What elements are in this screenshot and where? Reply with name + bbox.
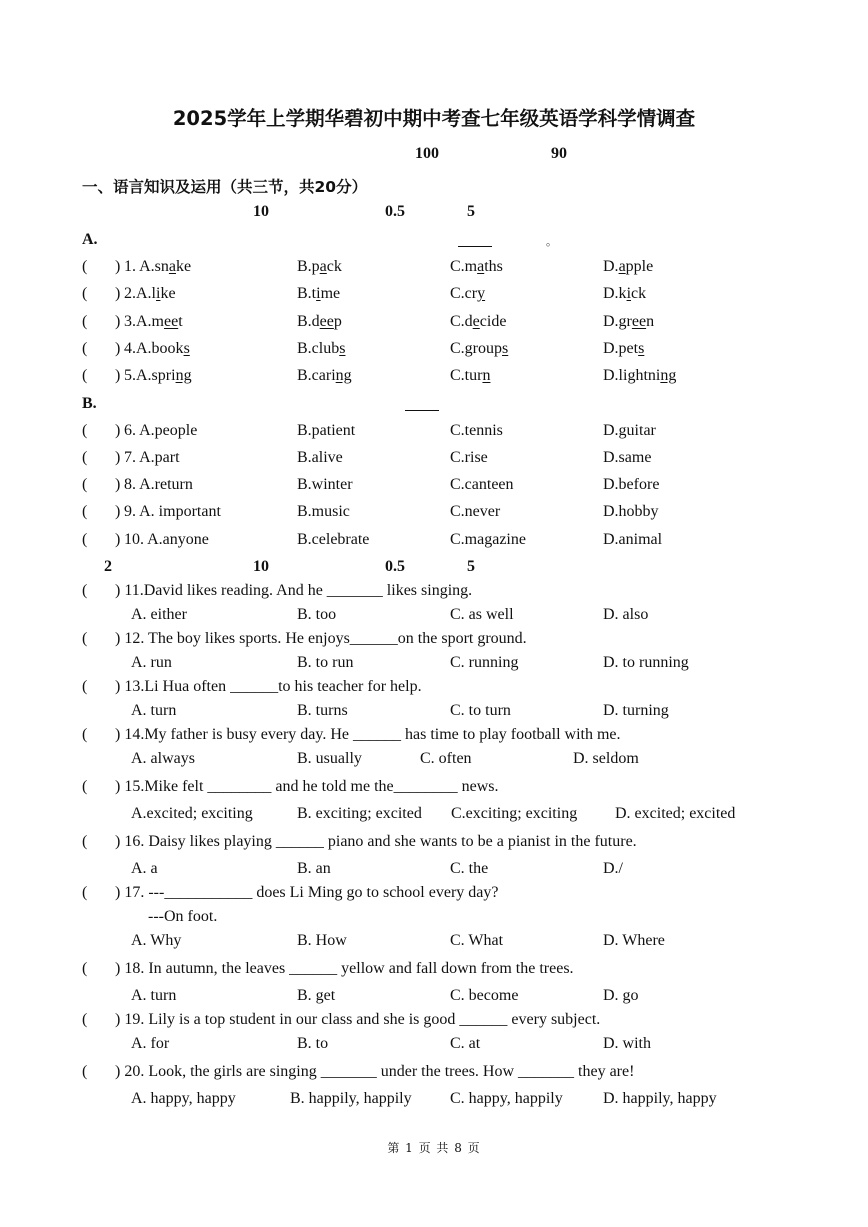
option-c[interactable]: C.tennis xyxy=(450,422,503,439)
question-stem: ) 16. Daisy likes playing ______ piano and she wants to be a pianist in the future. xyxy=(115,833,637,850)
option-a[interactable] xyxy=(124,258,191,276)
option-text: n xyxy=(646,313,655,330)
question-stem: ) 11.David likes reading. And he _______ likes singing. xyxy=(115,582,473,599)
option-a[interactable]: A. turn xyxy=(131,987,177,1004)
answer-paren-close: ) xyxy=(115,422,121,439)
answer-paren-open[interactable]: ( xyxy=(82,367,88,384)
option-a[interactable]: 7. A.part xyxy=(124,449,180,466)
option-text: D.pet xyxy=(603,340,639,357)
option-c[interactable] xyxy=(450,313,506,331)
question-stem: ) 14.My father is busy every day. He ______ has time to play football with me. xyxy=(115,726,621,743)
option-c[interactable]: C. to turn xyxy=(450,702,511,719)
option-c[interactable] xyxy=(450,258,503,276)
option-b[interactable] xyxy=(297,285,340,303)
option-a[interactable]: A. turn xyxy=(131,702,177,719)
option-text: B.t xyxy=(297,285,317,302)
option-text: 2.A.l xyxy=(124,285,156,302)
option-d[interactable] xyxy=(603,285,646,303)
option-a[interactable]: A. for xyxy=(131,1035,170,1052)
underlined-letters: ee xyxy=(164,313,179,330)
answer-paren-open[interactable]: ( xyxy=(82,884,88,901)
answer-paren-open[interactable]: ( xyxy=(82,313,88,330)
section-number: 10 xyxy=(253,558,269,575)
option-b[interactable]: B.celebrate xyxy=(297,531,370,548)
option-a[interactable]: A. run xyxy=(131,654,172,671)
question-stem: ) 15.Mike felt ________ and he told me the________ news. xyxy=(115,778,499,795)
answer-paren-close: ) xyxy=(115,285,121,302)
answer-paren-close: ) xyxy=(115,476,121,493)
option-text: 5.A.spri xyxy=(124,367,176,384)
option-d[interactable]: D. also xyxy=(603,606,649,623)
answer-paren-close: ) xyxy=(115,449,121,466)
option-c[interactable]: C.never xyxy=(450,503,501,520)
option-b[interactable]: B. to xyxy=(297,1035,329,1052)
option-b[interactable]: B.alive xyxy=(297,449,343,466)
answer-paren-open[interactable]: ( xyxy=(82,726,88,743)
option-a[interactable]: 8. A.return xyxy=(124,476,193,493)
option-a[interactable]: A.excited; exciting xyxy=(131,805,253,822)
option-c[interactable]: C. the xyxy=(450,860,489,877)
answer-blank xyxy=(458,245,492,247)
option-c[interactable]: C.exciting; exciting xyxy=(451,805,578,822)
option-d[interactable]: D. happily, happy xyxy=(603,1090,717,1107)
option-text: 1. A.sn xyxy=(124,258,169,275)
option-a[interactable] xyxy=(124,367,192,385)
option-text: ck xyxy=(326,258,342,275)
option-b[interactable]: B.music xyxy=(297,503,350,520)
underlined-letters: s xyxy=(183,340,190,357)
option-text: C.m xyxy=(450,258,478,275)
option-text: ths xyxy=(484,258,503,275)
section-heading: 一、语言知识及运用（共三节，共20分） xyxy=(82,178,368,196)
option-b[interactable]: B. an xyxy=(297,860,331,877)
underlined-letters: e xyxy=(472,313,480,330)
part-a-label: A. xyxy=(82,231,98,248)
answer-paren-close: ) xyxy=(115,258,121,275)
option-a[interactable]: 9. A. important xyxy=(124,503,221,520)
option-text: C.cr xyxy=(450,285,478,302)
option-c[interactable]: C.canteen xyxy=(450,476,514,493)
answer-paren-open[interactable]: ( xyxy=(82,582,88,599)
option-b[interactable]: B.winter xyxy=(297,476,353,493)
option-text: B.d xyxy=(297,313,320,330)
question-stem: ) 20. Look, the girls are singing _______ under the trees. How _______ they are! xyxy=(115,1063,635,1080)
option-a[interactable]: 6. A.people xyxy=(124,422,198,439)
full-stop: 。 xyxy=(546,236,557,248)
underlined-letters: a xyxy=(477,258,485,275)
time-number: 90 xyxy=(551,145,567,162)
option-b[interactable]: B. exciting; excited xyxy=(297,805,422,822)
option-b[interactable]: B. too xyxy=(297,606,337,623)
answer-paren-open[interactable]: ( xyxy=(82,476,88,493)
underlined-letters: s xyxy=(638,340,645,357)
section-number: 5 xyxy=(467,558,475,575)
option-b[interactable]: B. happily, happily xyxy=(290,1090,412,1107)
underlined-letters: n xyxy=(482,367,491,384)
option-b[interactable] xyxy=(297,340,345,358)
option-a[interactable] xyxy=(124,285,176,303)
answer-paren-open[interactable]: ( xyxy=(82,531,88,548)
option-d[interactable] xyxy=(603,258,653,276)
answer-paren-open[interactable]: ( xyxy=(82,285,88,302)
option-c[interactable]: C. often xyxy=(420,750,472,767)
answer-paren-open[interactable]: ( xyxy=(82,422,88,439)
option-c[interactable]: C. become xyxy=(450,987,519,1004)
option-a[interactable]: A. either xyxy=(131,606,187,623)
underlined-letters: ng xyxy=(175,367,192,384)
section-number: 2 xyxy=(104,558,112,575)
option-c[interactable]: C.magazine xyxy=(450,531,526,548)
underlined-letters: ng xyxy=(660,367,677,384)
answer-paren-open[interactable]: ( xyxy=(82,833,88,850)
option-text: D.lightni xyxy=(603,367,661,384)
option-text: ke xyxy=(160,285,176,302)
option-text: C.group xyxy=(450,340,502,357)
option-b[interactable]: B. usually xyxy=(297,750,362,767)
answer-paren-open[interactable]: ( xyxy=(82,678,88,695)
option-c[interactable]: C.rise xyxy=(450,449,488,466)
option-a[interactable]: A. always xyxy=(131,750,195,767)
underlined-letters: i xyxy=(626,285,632,302)
section-number: 0.5 xyxy=(385,203,405,220)
option-b[interactable] xyxy=(297,367,352,385)
option-d[interactable] xyxy=(603,313,654,331)
option-text: 3.A.m xyxy=(124,313,164,330)
answer-paren-open[interactable]: ( xyxy=(82,960,88,977)
part-b-label: B. xyxy=(82,395,97,412)
page-footer: 第 1 页 共 8 页 xyxy=(387,1141,481,1155)
option-a[interactable] xyxy=(124,313,183,331)
underlined-letters: a xyxy=(319,258,327,275)
option-a[interactable] xyxy=(124,340,190,358)
answer-paren-open[interactable]: ( xyxy=(82,778,88,795)
option-d[interactable]: D.animal xyxy=(603,531,663,548)
option-b[interactable] xyxy=(297,313,342,331)
option-text: B.p xyxy=(297,258,320,275)
question-stem: ) 13.Li Hua often ______to his teacher for help. xyxy=(115,678,422,695)
option-d[interactable]: D. seldom xyxy=(573,750,639,767)
answer-paren-open[interactable]: ( xyxy=(82,340,88,357)
answer-paren-open[interactable]: ( xyxy=(82,1063,88,1080)
option-c[interactable] xyxy=(450,340,508,358)
option-a[interactable]: A. Why xyxy=(131,932,182,949)
option-d[interactable]: D. with xyxy=(603,1035,651,1052)
answer-paren-close: ) xyxy=(115,503,121,520)
option-b[interactable] xyxy=(297,258,342,276)
option-d[interactable] xyxy=(603,340,644,358)
underlined-letters: y xyxy=(477,285,486,302)
option-text: pple xyxy=(625,258,654,275)
section-number: 5 xyxy=(467,203,475,220)
option-d[interactable]: D.before xyxy=(603,476,660,493)
answer-paren-open[interactable]: ( xyxy=(82,1011,88,1028)
section-number: 10 xyxy=(253,203,269,220)
option-d[interactable]: D. go xyxy=(603,987,639,1004)
option-d[interactable]: D. excited; excited xyxy=(615,805,736,822)
underlined-letters: a xyxy=(618,258,626,275)
underlined-letters: i xyxy=(156,285,161,302)
underlined-letters: s xyxy=(502,340,509,357)
answer-paren-close: ) xyxy=(115,313,121,330)
option-text: B.cari xyxy=(297,367,336,384)
full-score-number: 100 xyxy=(415,145,439,162)
option-b[interactable]: B. get xyxy=(297,987,336,1004)
option-b[interactable]: B. turns xyxy=(297,702,348,719)
underlined-letters: ee xyxy=(319,313,334,330)
option-text: B.club xyxy=(297,340,340,357)
option-c[interactable]: C. happy, happily xyxy=(450,1090,563,1107)
option-d[interactable]: D./ xyxy=(603,860,623,877)
option-b[interactable]: B. to run xyxy=(297,654,354,671)
option-c[interactable] xyxy=(450,367,490,385)
underlined-letters: ng xyxy=(335,367,352,384)
answer-paren-close: ) xyxy=(115,367,121,384)
option-text: ck xyxy=(631,285,647,302)
option-text: C.tur xyxy=(450,367,483,384)
option-text: 4.A.book xyxy=(124,340,184,357)
option-d[interactable]: D.guitar xyxy=(603,422,656,439)
option-text: t xyxy=(178,313,183,330)
option-text: D.gr xyxy=(603,313,632,330)
section-number: 0.5 xyxy=(385,558,405,575)
option-text: p xyxy=(333,313,342,330)
option-text: D. xyxy=(603,258,619,275)
underlined-letters: ee xyxy=(631,313,647,330)
answer-paren-open[interactable]: ( xyxy=(82,630,88,647)
option-text: cide xyxy=(479,313,507,330)
option-d[interactable]: D. to running xyxy=(603,654,689,671)
answer-blank xyxy=(405,409,439,411)
page-title: 2025学年上学期华碧初中期中考查七年级英语学科学情调查 xyxy=(172,107,696,130)
option-b[interactable]: B. How xyxy=(297,932,347,949)
answer-paren-open[interactable]: ( xyxy=(82,449,88,466)
question-stem-answer: ---On foot. xyxy=(148,908,218,925)
option-a[interactable]: A. happy, happy xyxy=(131,1090,236,1107)
option-c[interactable]: C. running xyxy=(450,654,519,671)
option-c[interactable]: C. as well xyxy=(450,606,514,623)
question-stem: ) 17. ---___________ does Li Ming go to school every day? xyxy=(115,884,499,901)
question-stem: ) 19. Lily is a top student in our class and she is good ______ every subject. xyxy=(115,1011,601,1028)
underlined-letters: i xyxy=(316,285,321,302)
answer-paren-open[interactable]: ( xyxy=(82,503,88,520)
underlined-letters: s xyxy=(339,340,346,357)
option-d[interactable]: D. turning xyxy=(603,702,669,719)
question-stem: ) 18. In autumn, the leaves ______ yellow and fall down from the trees. xyxy=(115,960,574,977)
option-b[interactable]: B.patient xyxy=(297,422,356,439)
option-text: me xyxy=(320,285,341,302)
option-a[interactable]: 10. A.anyone xyxy=(124,531,209,548)
option-text: D.k xyxy=(603,285,627,302)
option-c[interactable]: C. at xyxy=(450,1035,481,1052)
option-text: C.d xyxy=(450,313,473,330)
option-text: ke xyxy=(176,258,192,275)
option-d[interactable]: D.hobby xyxy=(603,503,659,520)
question-stem: ) 12. The boy likes sports. He enjoys______on the sport ground. xyxy=(115,630,527,647)
option-c[interactable] xyxy=(450,285,485,303)
option-d[interactable] xyxy=(603,367,676,385)
underlined-letters: a xyxy=(168,258,177,275)
answer-paren-close: ) xyxy=(115,340,121,357)
option-c[interactable]: C. What xyxy=(450,932,504,949)
answer-paren-open[interactable]: ( xyxy=(82,258,88,275)
option-d[interactable]: D. Where xyxy=(603,932,665,949)
option-d[interactable]: D.same xyxy=(603,449,652,466)
option-a[interactable]: A. a xyxy=(131,860,158,877)
answer-paren-close: ) xyxy=(115,531,121,548)
